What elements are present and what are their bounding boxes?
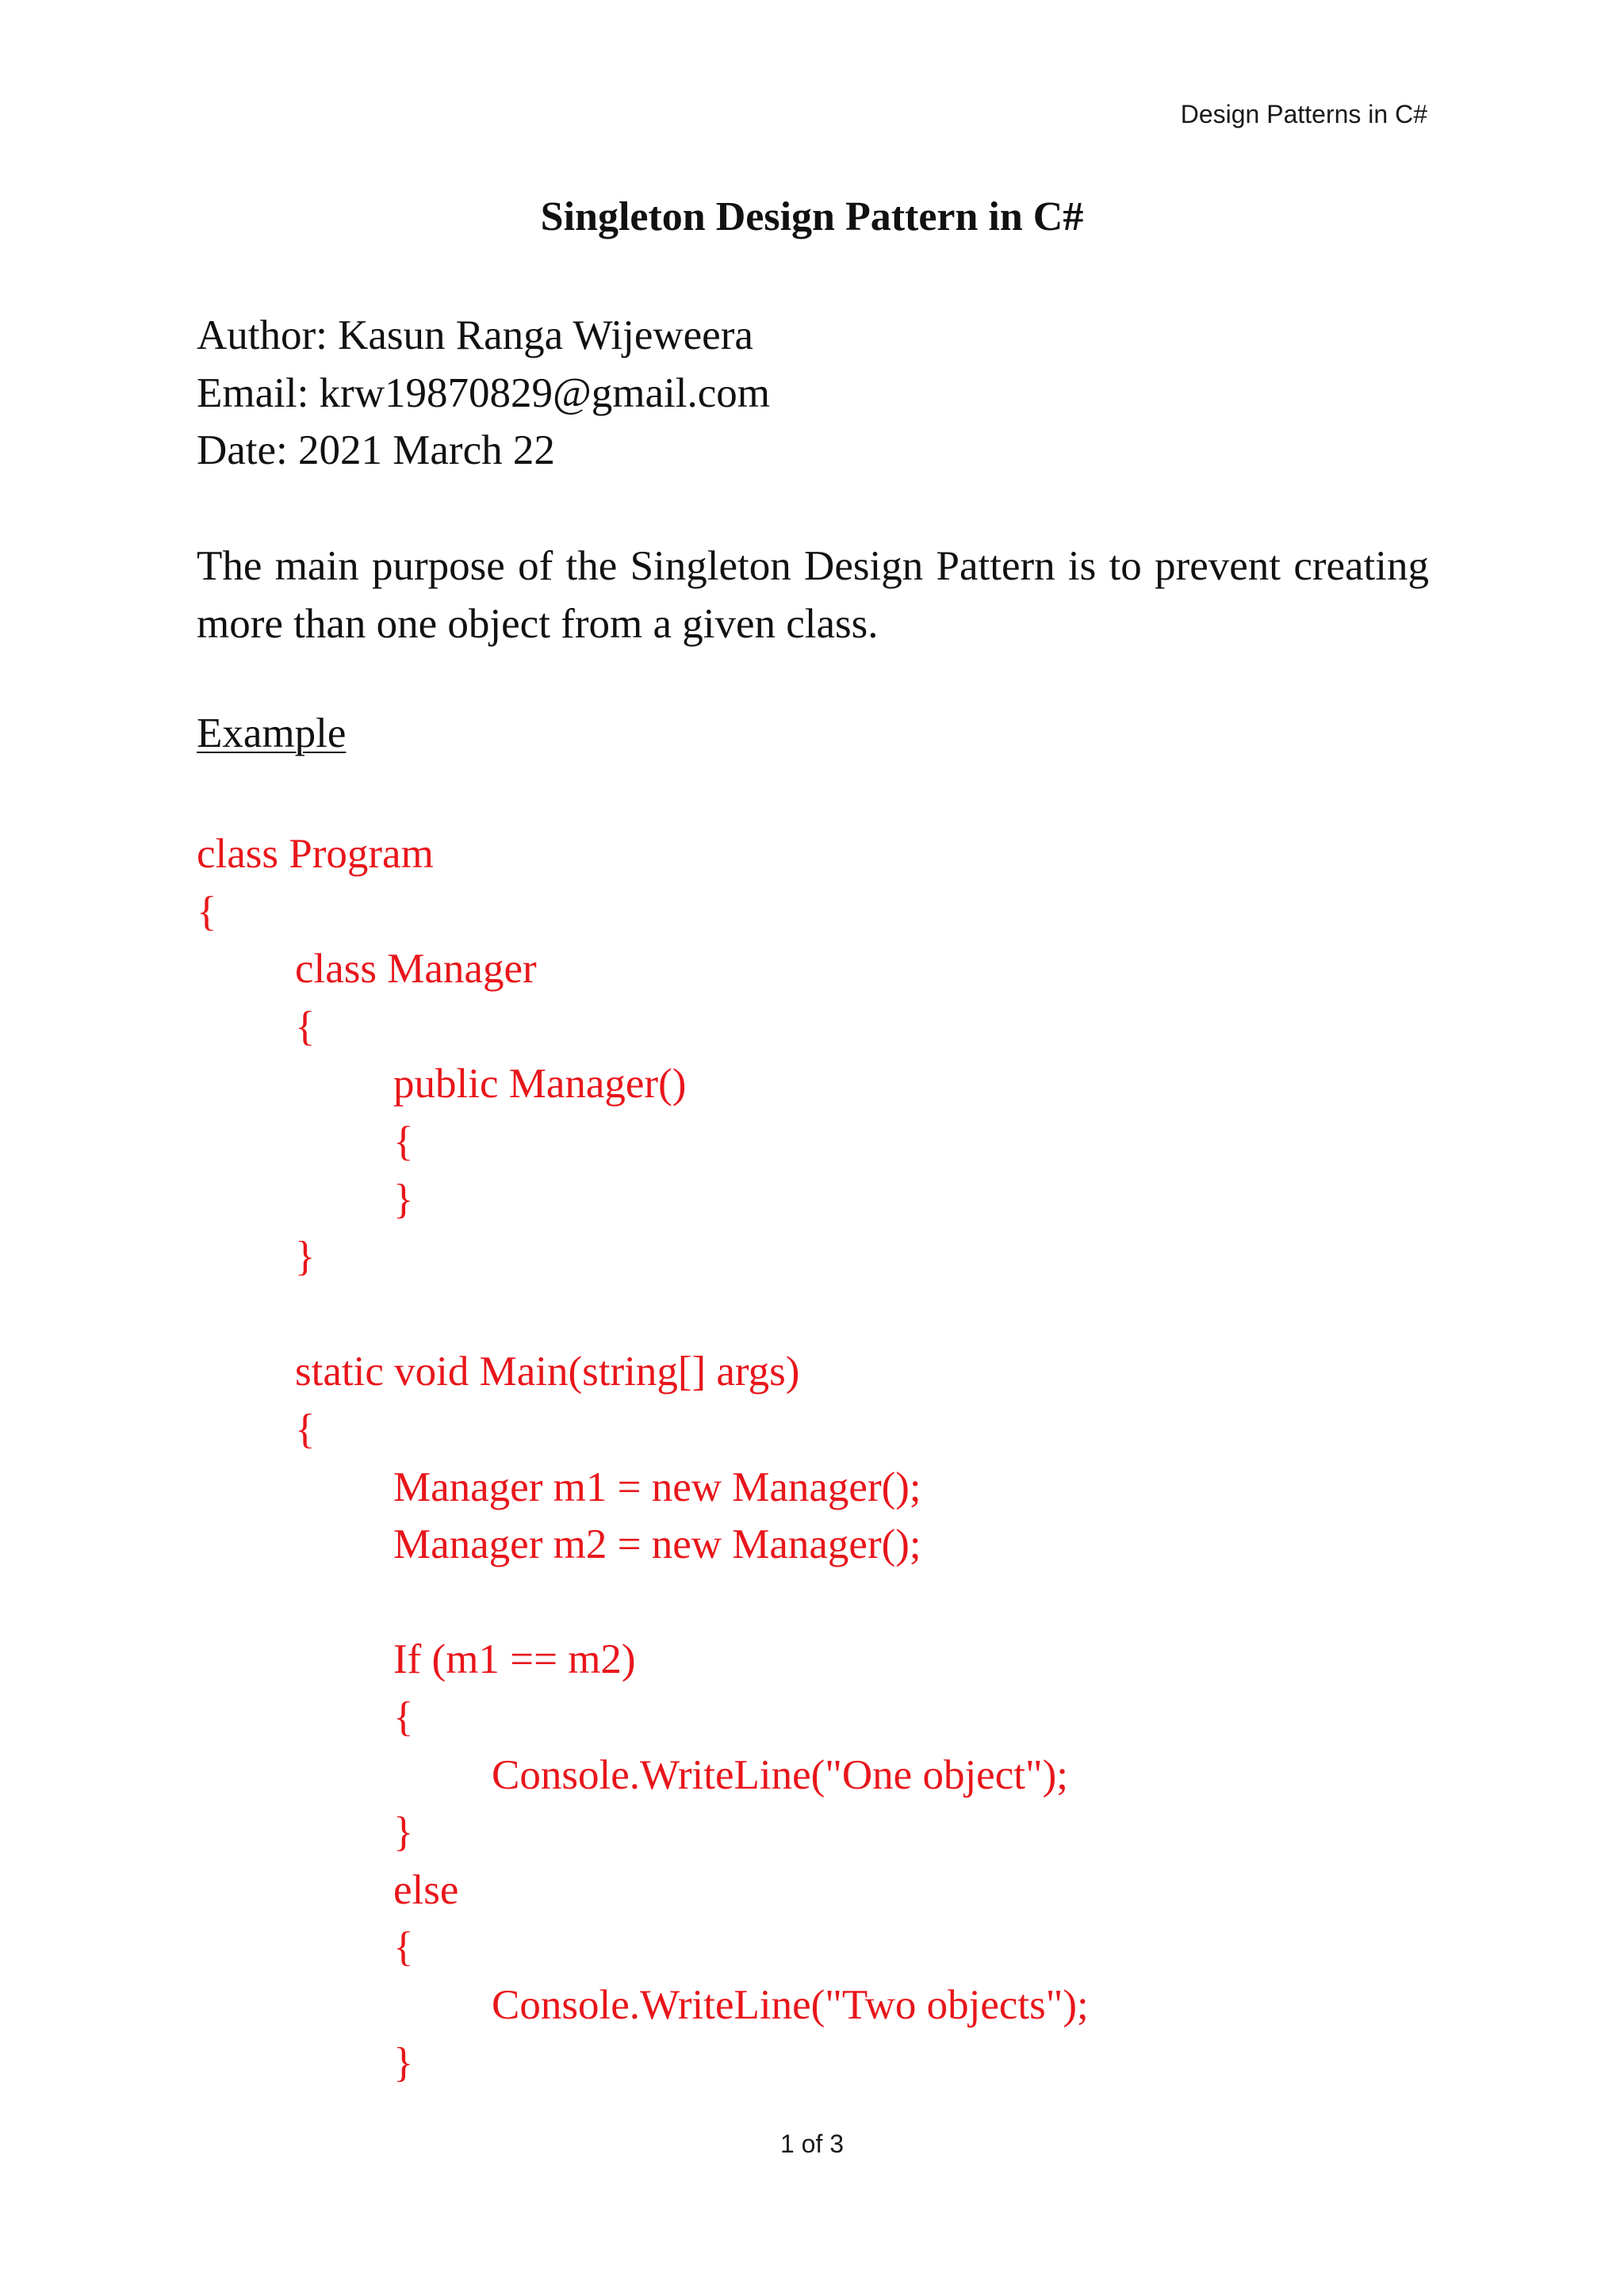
code-line: Manager m2 = new Manager(); (393, 1521, 921, 1567)
running-header: Design Patterns in C# (1180, 100, 1427, 128)
code-line: class Program (197, 831, 434, 877)
code-line: } (295, 1234, 316, 1280)
document-title: Singleton Design Pattern in C# (540, 194, 1084, 239)
code-line: If (m1 == m2) (393, 1636, 636, 1682)
code-line: else (393, 1867, 459, 1913)
code-line: } (393, 1177, 414, 1223)
code-line: Console.WriteLine("One object"); (492, 1752, 1068, 1798)
code-line: static void Main(string[] args) (295, 1349, 800, 1395)
code-line: { (393, 1694, 414, 1740)
code-line: Console.WriteLine("Two objects"); (492, 1982, 1089, 2028)
code-line: } (393, 2040, 414, 2086)
code-line: { (393, 1119, 414, 1165)
code-line: { (393, 1924, 414, 1970)
code-line: class Manager (295, 946, 537, 992)
code-line: { (295, 1004, 316, 1050)
code-line: { (197, 889, 217, 935)
code-line: public Manager() (393, 1061, 687, 1107)
email-line: Email: krw19870829@gmail.com (197, 370, 770, 416)
code-line: } (393, 1809, 414, 1855)
code-line: Manager m1 = new Manager(); (393, 1464, 921, 1510)
page-number: 1 of 3 (779, 2130, 845, 2158)
intro-paragraph: The main purpose of the Singleton Design Pattern is to prevent creating more than one object from a given class. (197, 543, 1429, 647)
code-line: { (295, 1406, 316, 1452)
author-line: Author: Kasun Ranga Wijeweera (197, 312, 753, 358)
example-heading: Example (197, 710, 347, 756)
date-line: Date: 2021 March 22 (197, 427, 555, 473)
